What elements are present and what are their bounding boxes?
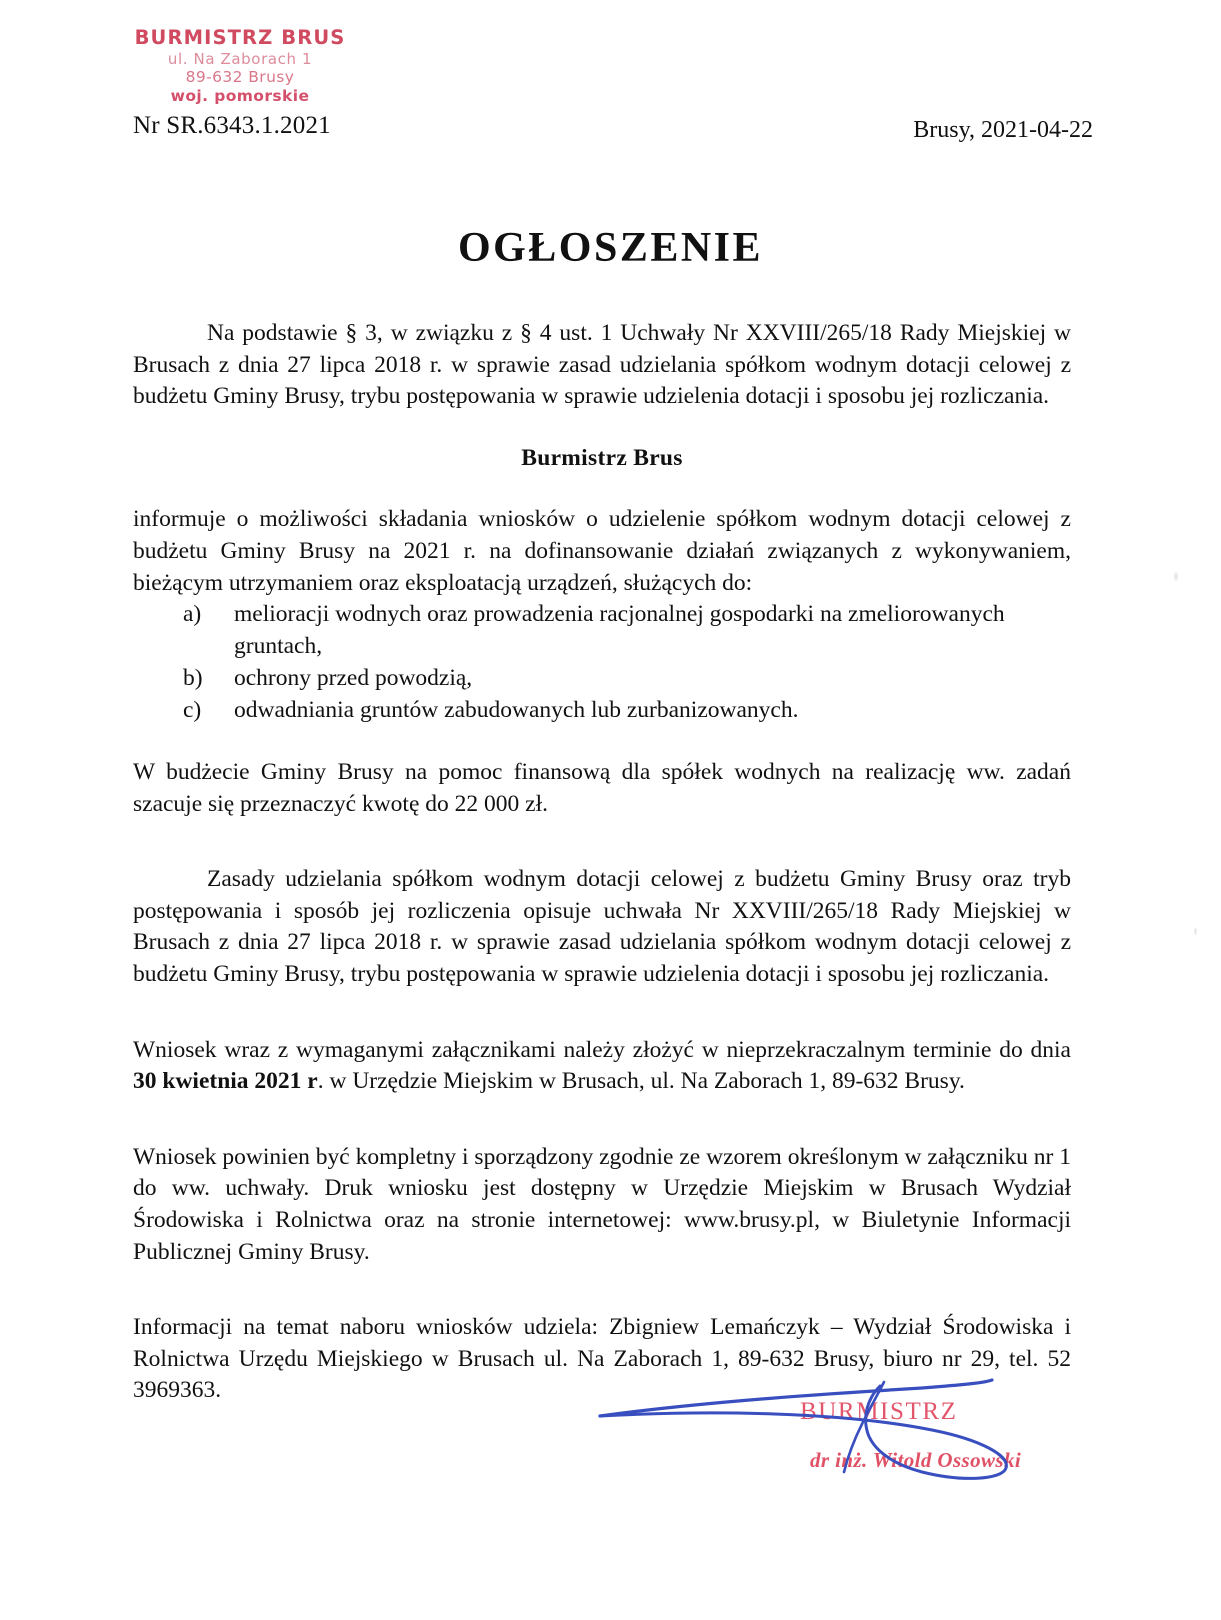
list-item-text: ochrony przed powodzią, — [234, 665, 473, 692]
paragraph-deadline — [133, 1035, 1071, 1098]
stamp-postal-city: 89-632 Brusy — [185, 68, 295, 87]
page-title: OGŁOSZENIE — [457, 225, 764, 272]
list-marker: b) — [183, 665, 203, 692]
list-item-text: odwadniania gruntów zabudowanych lub zurbanizowanych. — [234, 697, 799, 724]
scan-artifact — [1174, 572, 1178, 581]
list-item — [133, 663, 1071, 695]
deadline-text-after: . w Urzędzie Miejskim w Brusach, ul. Na Zaborach 1, 89-632 Brusy. — [317, 1068, 965, 1095]
list-marker: c) — [183, 697, 202, 724]
list-marker: a) — [183, 601, 202, 628]
document-body — [133, 318, 1071, 1407]
scan-artifact — [1194, 928, 1197, 935]
stamp-voivodeship: woj. pomorskie — [170, 86, 310, 105]
place-and-date: Brusy, 2021-04-22 — [913, 117, 1093, 143]
deadline-text-before: Wniosek wraz z wymaganymi załącznikami należy złożyć w nieprzekraczalnym terminie do dnia — [133, 1036, 1071, 1063]
paragraph-application-form: Wniosek powinien być kompletny i sporządzony zgodnie ze wzorem określonym w załączniku nr 1 do ww. uchwały. Druk wniosku jest dostępny w Urzędzie Miejskim w Brusach Wydział Środowiska i Rolnictwa oraz na stronie internetowej: www.brusy.pl, w Biuletynie Informacji Publicznej Gminy Brusy. — [133, 1143, 1071, 1265]
list-item-text: melioracji wodnych oraz prowadzenia racjonalnej gospodarki na zmeliorowanych gruntach, — [234, 601, 1005, 660]
signature-stamp — [800, 1398, 1100, 1473]
paragraph-contact: Informacji na temat naboru wniosków udziela: Zbigniew Lemańczyk – Wydział Środowiska i Rolnictwa Urzędu Miejskiego w Brusach ul. Na Zaborach 1, 89-632 Brusy, biuro nr 29, tel. 52 3969363. — [133, 1314, 1071, 1404]
subheading-mayor: Burmistrz Brus — [521, 444, 683, 471]
paragraph-legal-basis: Na podstawie § 3, w związku z § 4 ust. 1 Uchwały Nr XXVIII/265/18 Rady Miejskiej w Brusach z dnia 27 lipca 2018 r. w sprawie zasad udzielania spółkom wodnym dotacji celowej z budżetu Gminy Brusy, trybu postępowania w sprawie udzielenia dotacji i sposobu jej rozliczania. — [133, 320, 1071, 410]
deadline-date: 30 kwietnia 2021 r — [133, 1068, 318, 1095]
list-item — [133, 599, 1071, 663]
office-stamp — [110, 26, 370, 106]
signature-title: BURMISTRZ — [800, 1398, 958, 1425]
stamp-office-name: BURMISTRZ BRUS — [134, 26, 346, 49]
paragraph-budget-amount: W budżecie Gminy Brusy na pomoc finansową dla spółek wodnych na realizację ww. zadań szacuje się przeznaczyć kwotę do 22 000 zł. — [133, 758, 1071, 817]
paragraph-rules: Zasady udzielania spółkom wodnym dotacji celowej z budżetu Gminy Brusy oraz tryb postępowania i sposób jej rozliczenia opisuje uchwała Nr XXVIII/265/18 Rady Miejskiej w Brusach z dnia 27 lipca 2018 r. w sprawie zasad udzielania spółkom wodnym dotacji celowej z budżetu Gminy Brusy, trybu postępowania w sprawie udzielenia dotacji i sposobu jej rozliczania. — [133, 866, 1071, 987]
reference-number: Nr SR.6343.1.2021 — [133, 112, 331, 139]
list-item — [133, 695, 1071, 727]
paragraph-announcement: informuje o możliwości składania wniosków o udzielenie spółkom wodnym dotacji celowej z budżetu Gminy Brusy na 2021 r. na dofinansowanie działań związanych z wykonywaniem, bieżącym utrzymaniem oraz eksploatacją urządzeń, służących do: — [133, 506, 1071, 596]
stamp-street: ul. Na Zaborach 1 — [167, 49, 313, 68]
signature-name: dr inż. Witold Ossowski — [810, 1448, 1022, 1472]
purpose-list — [133, 599, 1071, 727]
